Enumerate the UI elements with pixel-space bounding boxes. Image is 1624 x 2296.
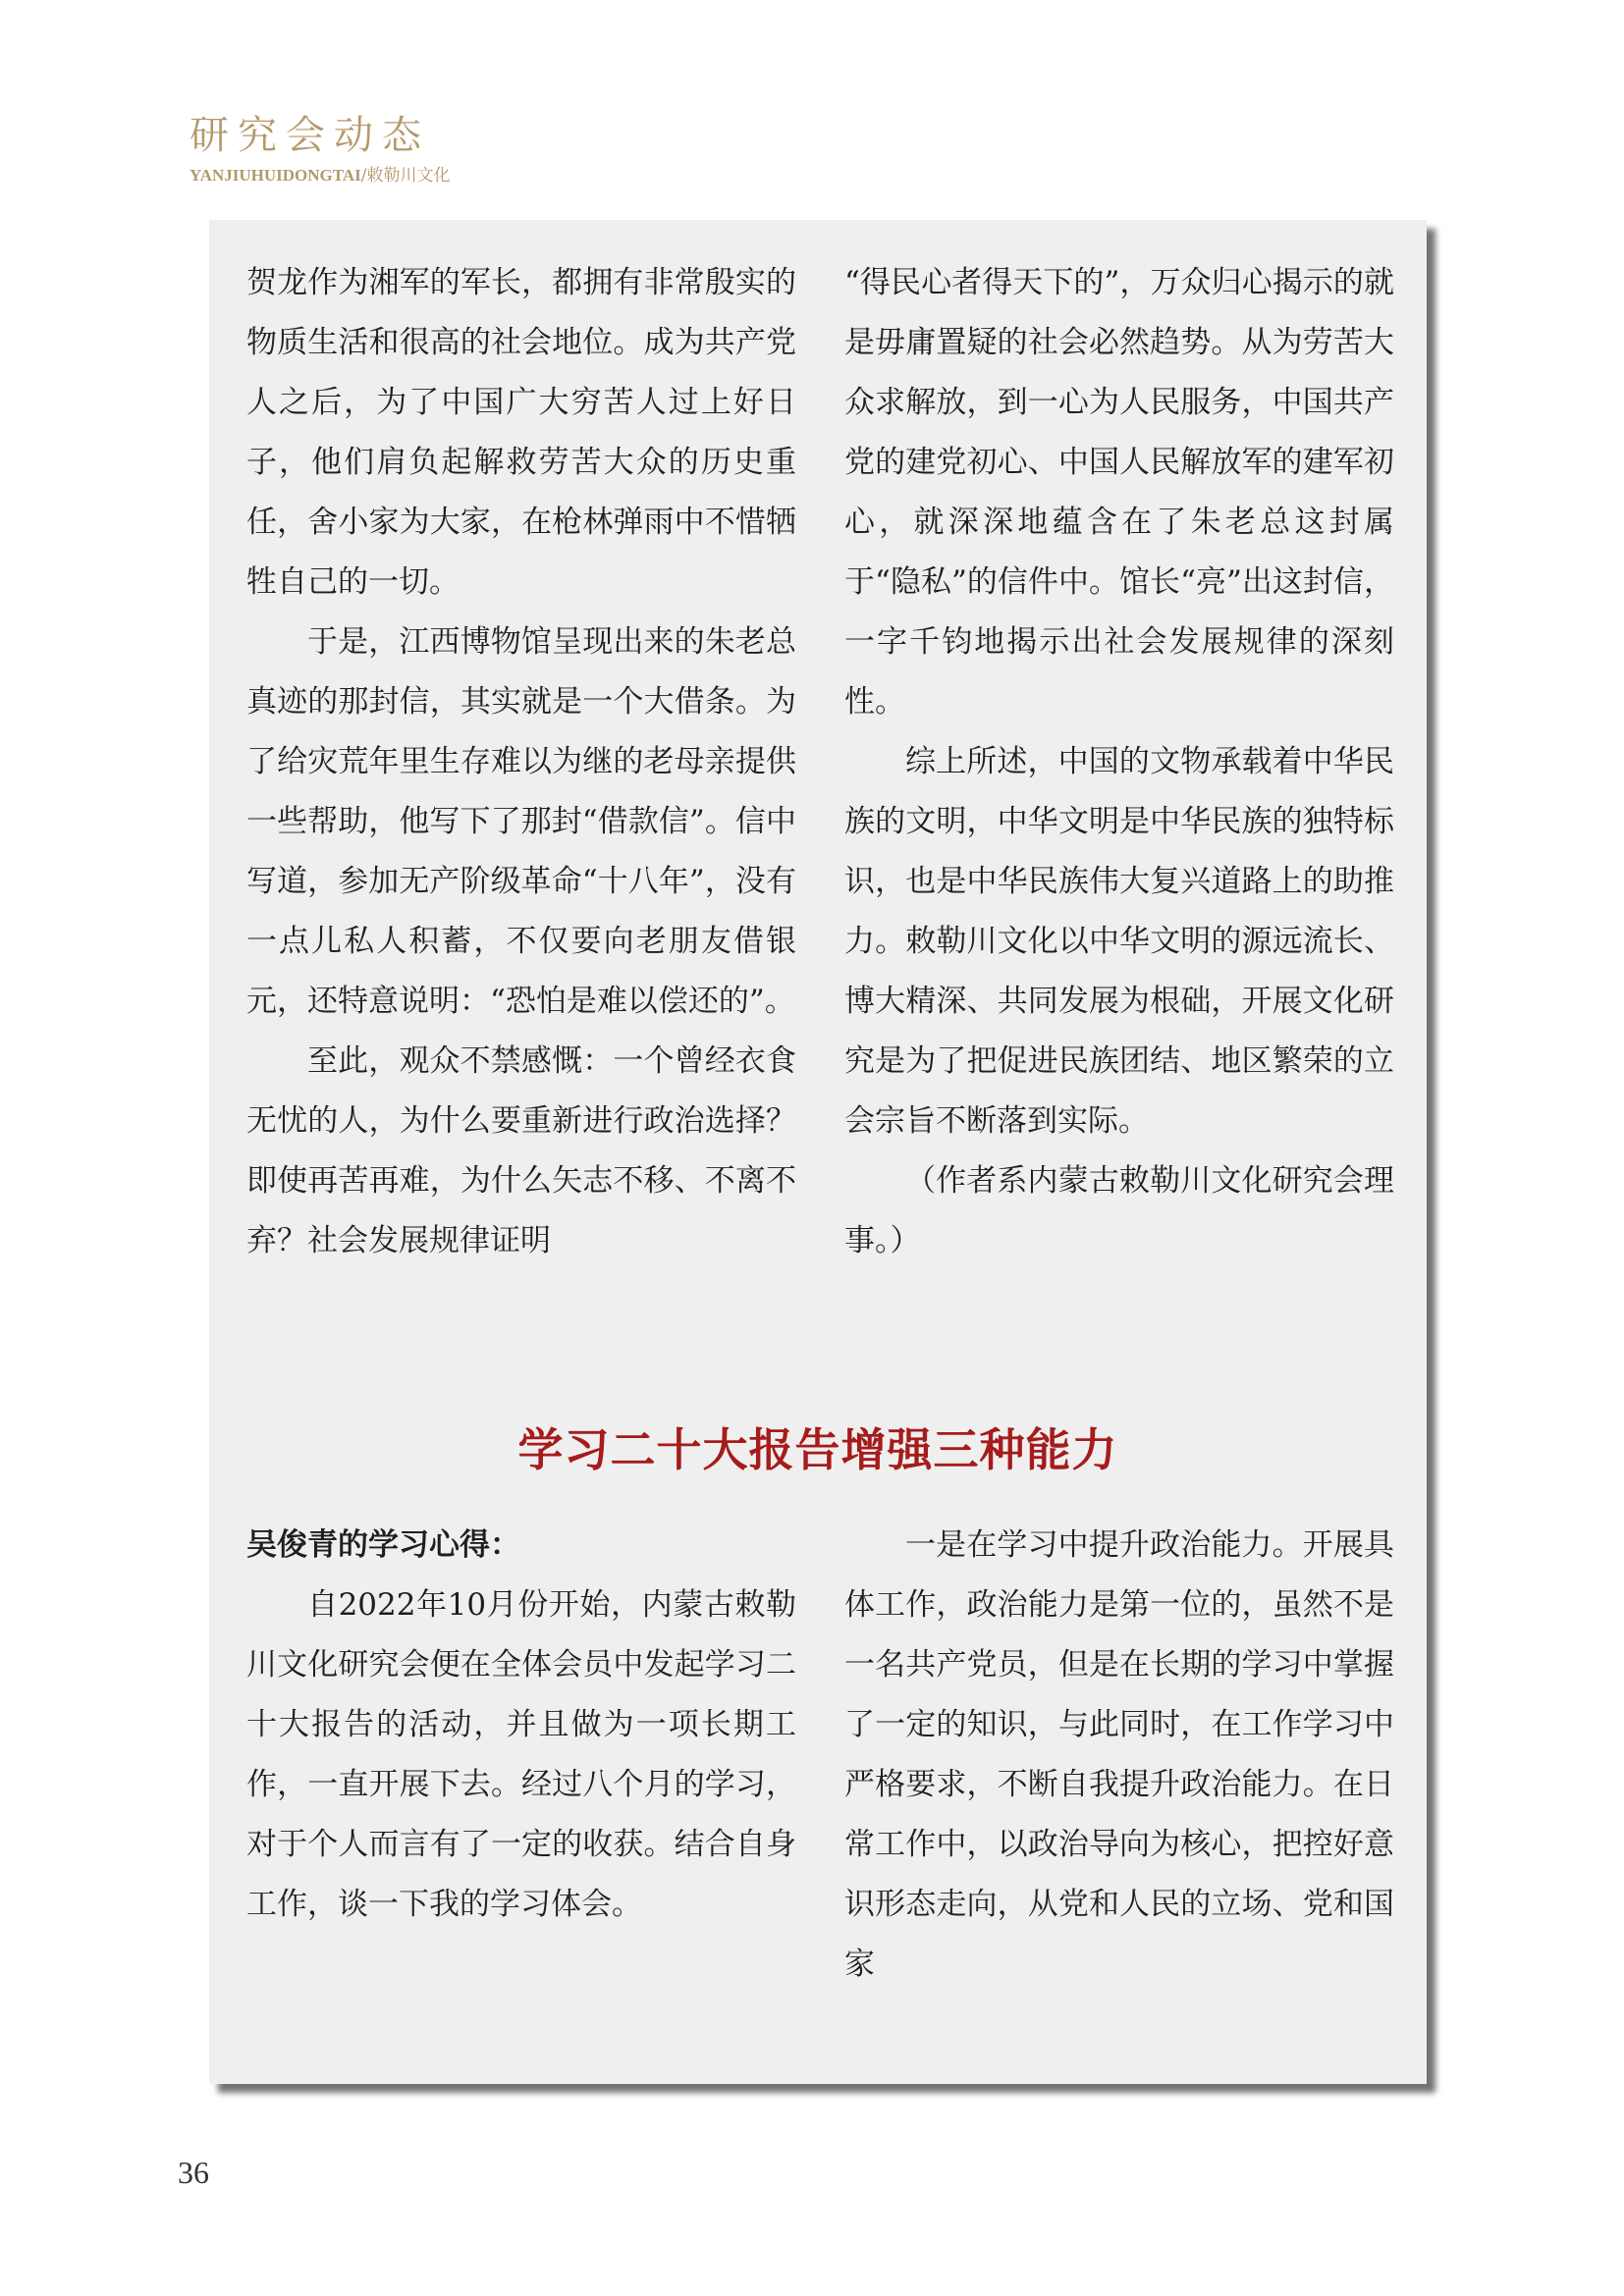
header-subtitle-separator: / xyxy=(360,166,367,186)
article1-right-column xyxy=(844,253,1394,1271)
article2-right-paragraph-1: 一是在学习中提升政治能力。开展具体工作，政治能力是第一位的，虽然不是一名共产党员，但是在长期的学习中掌握了一定的知识，与此同时，在工作学习中严格要求，不断自我提升政治能力。在日常工作中，以政治导向为核心，把控好意识形态走向，从党和人民的立场、党和国家 xyxy=(844,1527,1394,1982)
article2-right-column xyxy=(844,1516,1394,1995)
author-note: （作者系内蒙古敕勒川文化研究会理事。） xyxy=(844,1163,1394,1258)
section-header-subtitle xyxy=(189,167,450,185)
content-panel xyxy=(209,220,1427,2084)
page-number: 36 xyxy=(178,2155,209,2190)
article1-left-column xyxy=(246,253,796,1271)
header-subtitle-latin: YANJIUHUIDONGTAI xyxy=(189,166,361,185)
article1-left-paragraph-1: 贺龙作为湘军的军长，都拥有非常殷实的物质生活和很高的社会地位。成为共产党人之后，为了中国广大穷苦人过上好日子，他们肩负起解救劳苦大众的历史重任，舍小家为大家，在枪林弹雨中不惜牺牲自己的一切。 xyxy=(246,265,796,600)
header-subtitle-cn: 敕勒川文化 xyxy=(366,166,451,186)
article1-left-paragraph-2: 于是，江西博物馆呈现出来的朱老总真迹的那封信，其实就是一个大借条。为了给灾荒年里生存难以为继的老母亲提供一些帮助，他写下了那封“借款信”。信中写道，参加无产阶级革命“十八年”，没有一点儿私人积蓄，不仅要向老朋友借银元，还特意说明：“恐怕是难以偿还的”。 xyxy=(246,624,796,1019)
section-header-title: 研究会动态 xyxy=(189,113,430,158)
article1-left-paragraph-3: 至此，观众不禁感慨：一个曾经衣食无忧的人，为什么要重新进行政治选择？即使再苦再难，为什么矢志不移、不离不弃？社会发展规律证明 xyxy=(246,1043,796,1258)
article1-right-paragraph-2: 综上所述，中国的文物承载着中华民族的文明，中华文明是中华民族的独特标识，也是中华民族伟大复兴道路上的助推力。敕勒川文化以中华文明的源远流长、博大精深、共同发展为根础，开展文化研究是为了把促进民族团结、地区繁荣的立会宗旨不断落到实际。 xyxy=(844,744,1394,1139)
article2-title: 学习二十大报告增强三种能力 xyxy=(517,1423,1118,1476)
article2-left-paragraph-1: 自2022年10月份开始，内蒙古敕勒川文化研究会便在全体会员中发起学习二十大报告的活动，并且做为一项长期工作，一直开展下去。经过八个月的学习，对于个人而言有了一定的收获。结合自身工作，谈一下我的学习体会。 xyxy=(246,1587,796,1922)
article2-left-column xyxy=(246,1516,796,1935)
article2-subheading: 吴俊青的学习心得： xyxy=(246,1527,520,1563)
article1-right-paragraph-1: “得民心者得天下的”，万众归心揭示的就是毋庸置疑的社会必然趋势。从为劳苦大众求解放，到一心为人民服务，中国共产党的建党初心、中国人民解放军的建军初心，就深深地蕴含在了朱老总这封属于“隐私”的信件中。馆长“亮”出这封信，一字千钧地揭示出社会发展规律的深刻性。 xyxy=(844,265,1394,720)
